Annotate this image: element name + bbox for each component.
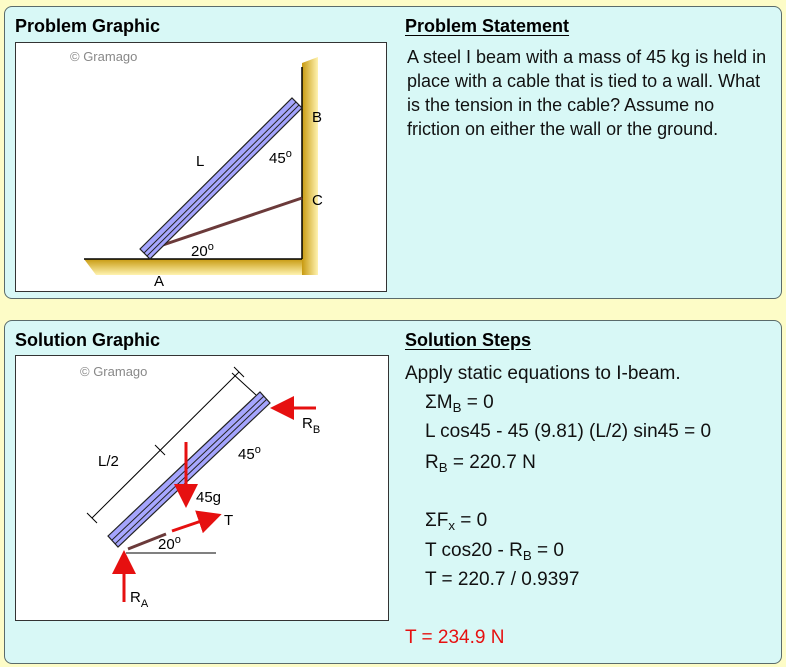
solution-graphic-heading: Solution Graphic [15, 330, 161, 350]
watermark: © Gramago [70, 49, 138, 64]
problem-graphic [15, 42, 387, 292]
wall-hatch [302, 57, 318, 275]
problem-statement-heading: Problem Statement [405, 16, 570, 36]
problem-statement-text: A steel I beam with a mass of 45 kg is held in place with a cable that is tied to a wall. What is the tension in the cable? Assume no friction on either the wall or the ground. [407, 47, 767, 139]
free-body-diagram [16, 356, 388, 620]
step-tension-equation: T $\cos 20 - R_B = 0$ [425, 540, 564, 563]
dimension-line [87, 367, 256, 523]
step-sum-moments: $\Sigma M_B = 0$ [425, 392, 494, 415]
step-intro: Apply static equations to I-beam. [405, 363, 681, 384]
problem-panel [4, 6, 782, 299]
label-L: L [196, 153, 205, 170]
label-C: C [312, 192, 323, 209]
angle-45-label: 45$^o$ [238, 444, 261, 463]
label-RB: $R_B$ [302, 415, 321, 436]
label-L-half: L/2 [98, 453, 119, 470]
problem-diagram [16, 43, 386, 291]
step-rb-result: $R_B = 220.7$ N [425, 452, 536, 475]
angle-20-label: 20$^o$ [158, 534, 181, 553]
angle-20-label: 20$^o$ [191, 241, 214, 260]
step-t-division: T = 220.7 / 0.9397 [425, 569, 580, 590]
label-B: B [312, 109, 323, 126]
step-sum-forces: $\Sigma F_x = 0$ [425, 510, 488, 533]
problem-graphic-heading: Problem Graphic [15, 16, 161, 36]
tension-arrow [172, 516, 216, 531]
watermark: © Gramago [80, 364, 148, 379]
label-weight: 45g [196, 489, 222, 506]
step-moment-equation: L cos45 - 45 (9.81) (L/2) sin45 = 0 [425, 421, 712, 442]
label-T: T [224, 512, 234, 529]
ground-hatch [84, 259, 302, 275]
solution-steps-heading: Solution Steps [405, 330, 531, 350]
solution-graphic [15, 355, 389, 621]
label-A: A [154, 273, 165, 290]
i-beam [140, 98, 302, 259]
label-RA: $R_A$ [130, 589, 149, 610]
angle-45-label: 45$^o$ [269, 148, 292, 167]
final-answer: T = 234.9 N [405, 627, 505, 648]
